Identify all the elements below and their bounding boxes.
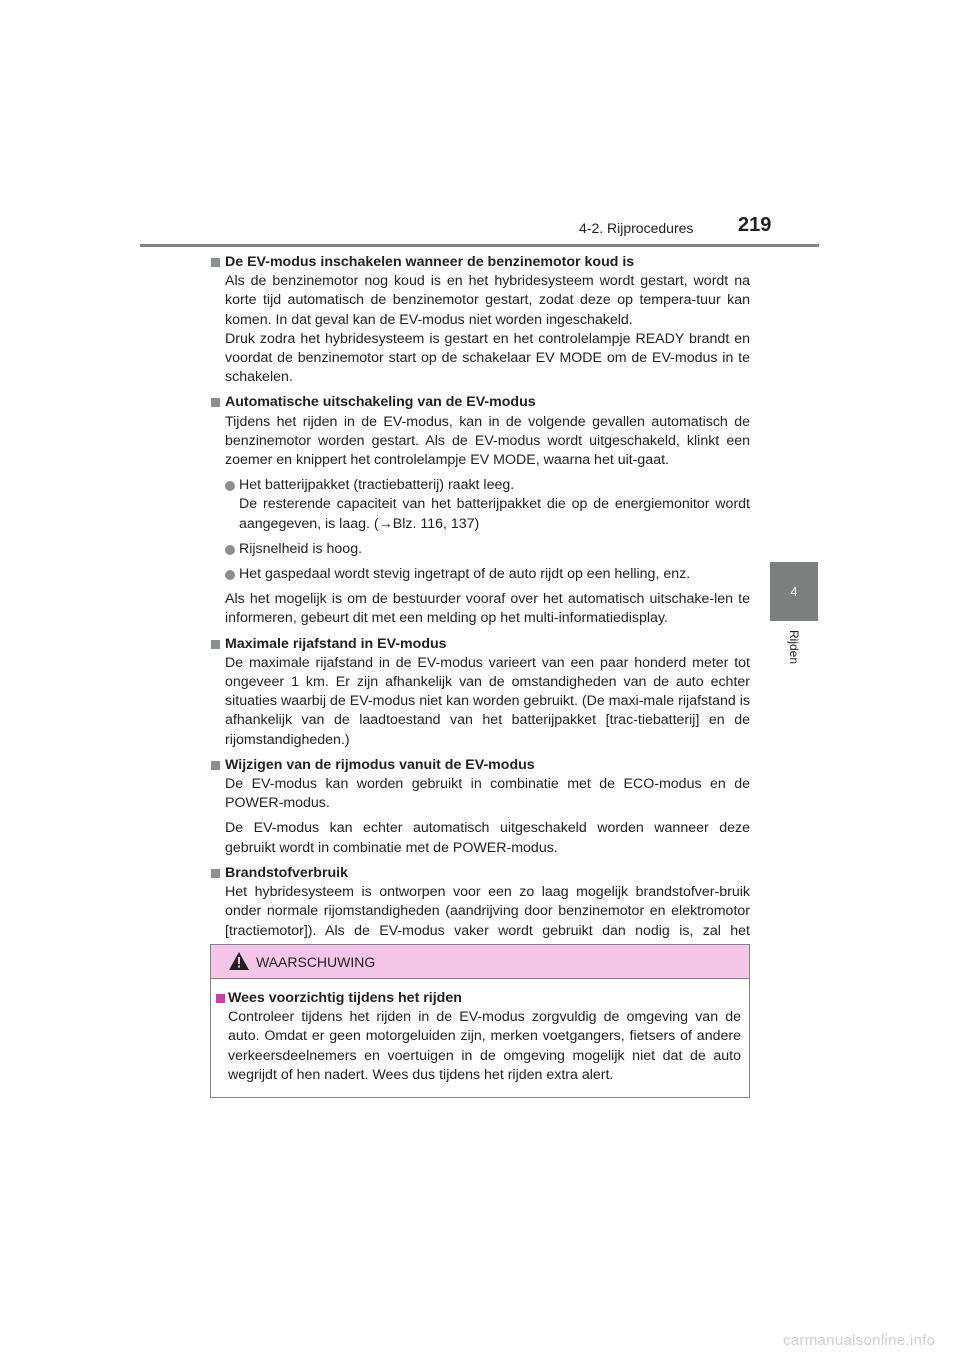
chapter-tab[interactable]: 4 (770, 562, 818, 621)
square-bullet-icon (211, 398, 220, 407)
section-heading-text: De EV-modus inschakelen wanneer de benzinemotor koud is (225, 254, 635, 270)
header-divider (140, 244, 819, 247)
list-item (225, 476, 750, 534)
square-bullet-icon (211, 640, 220, 649)
warning-header (211, 945, 749, 979)
watermark: carmanualsonline.info (783, 1332, 936, 1349)
square-bullet-icon (216, 994, 225, 1003)
list-item (225, 540, 750, 559)
section-heading (210, 756, 750, 775)
warning-body (216, 989, 741, 1091)
section-heading-text: Maximale rijafstand in EV-modus (225, 635, 447, 652)
section-heading (210, 635, 750, 654)
section-heading-text: Wijzigen van de rijmodus vanuit de EV-modus (225, 756, 535, 773)
chapter-label-text: Rijden (787, 630, 801, 665)
page-number: 219 (738, 214, 772, 236)
square-bullet-icon (211, 258, 220, 267)
warning-title: WAARSCHUWING (256, 954, 376, 970)
round-bullet-icon (225, 570, 235, 580)
round-bullet-icon (225, 545, 235, 555)
section-heading (210, 393, 750, 412)
main-content (210, 253, 750, 966)
warning-heading-text: Wees voorzichtig tijdens het rijden (228, 990, 462, 1006)
paragraph: Als de benzinemotor nog koud is en het hybridesysteem wordt gestart, wordt na korte tijd automatisch de benzinemotor gestart, zodat deze op tempera-tuur kan komen. In dat geval kan de EV-modus niet worden ingeschakeld. (225, 273, 750, 328)
paragraph: Het hybridesysteem is ontworpen voor een zo laag mogelijk brandstofver-bruik onder normale rijomstandigheden (aandrijving door benzinemotor en elektromotor [tractiemotor]). Als de EV-modus vaker wordt gebruikt dan nodig is, zal het (225, 884, 750, 939)
section-heading (210, 864, 750, 883)
warning-triangle-icon (228, 951, 250, 971)
list-item-text: Het gaspedaal wordt stevig ingetrapt of de auto rijdt op een helling, enz. (239, 566, 691, 583)
square-bullet-icon (211, 761, 220, 770)
list-item-text: Het batterijpakket (tractiebatterij) raakt leeg. (239, 477, 515, 494)
section-ev-auto-off (210, 393, 750, 628)
section-title: 4-2. Rijprocedures (579, 220, 694, 236)
square-bullet-icon (211, 869, 220, 878)
section-heading-text: Automatische uitschakeling van de EV-modus (225, 394, 536, 411)
section-heading (210, 253, 750, 272)
list-item-text: Rijsnelheid is hoog. (239, 540, 363, 557)
paragraph: Tijdens het rijden in de EV-modus, kan in de volgende gevallen automatisch de benzinemotor worden gestart. Als de EV-modus wordt uitgeschakeld, klinkt een zoemer en knippert het controlelampje EV MODE, waarna het uit-gaat. (225, 413, 750, 469)
section-heading-text: Brandstofverbruik (225, 864, 348, 881)
paragraph: Druk zodra het hybridesysteem is gestart en het controlelampje READY brandt en voordat de benzinemotor start op de schakelaar EV MODE om de EV-modus in te schakelen. (225, 330, 750, 386)
chapter-label (787, 630, 801, 690)
round-bullet-icon (225, 481, 235, 491)
section-change-mode (210, 756, 750, 858)
section-max-range (210, 635, 750, 750)
paragraph: De EV-modus kan worden gebruikt in combinatie met de ECO-modus en de POWER-modus. (225, 776, 750, 812)
paragraph: De EV-modus kan echter automatisch uitgeschakeld worden wanneer deze gebruikt wordt in combinatie met de POWER-modus. (225, 820, 750, 856)
paragraph: De maximale rijafstand in de EV-modus varieert van een paar honderd meter tot ongeveer 1 km. Er zijn afhankelijk van de omstandigheden van de auto echter situaties waarbij de EV-modus niet kan worden gebruikt. (De maxi-male rijafstand is afhankelijk van de laadtoestand van het batterijpakket [trac-tiebatterij] en de rijomstandigheden.) (225, 654, 750, 748)
list-item-subtext: De resterende capaciteit van het batterijpakket die op de energiemonitor wordt aangegeven, is laag. (→Blz. 116, 137) (239, 496, 750, 532)
paragraph: Als het mogelijk is om de bestuurder vooraf over het automatisch uitschake-len te informeren, gebeurt dit met een melding op het multi-informatiedisplay. (225, 591, 750, 627)
warning-text: Controleer tijdens het rijden in de EV-modus zorgvuldig de omgeving van de auto. Omdat er geen motorgeluiden zijn, merken voetgangers, fietsers of andere verkeersdeelnemers en voertuigen in de omgeving mogelijk niet dat de auto wegrijdt of hen nadert. Wees dus tijdens het rijden extra alert. (228, 1009, 741, 1083)
warning-heading (216, 989, 741, 1008)
section-ev-cold-engine (210, 253, 750, 387)
list-item (225, 565, 750, 584)
warning-box (210, 944, 750, 1098)
